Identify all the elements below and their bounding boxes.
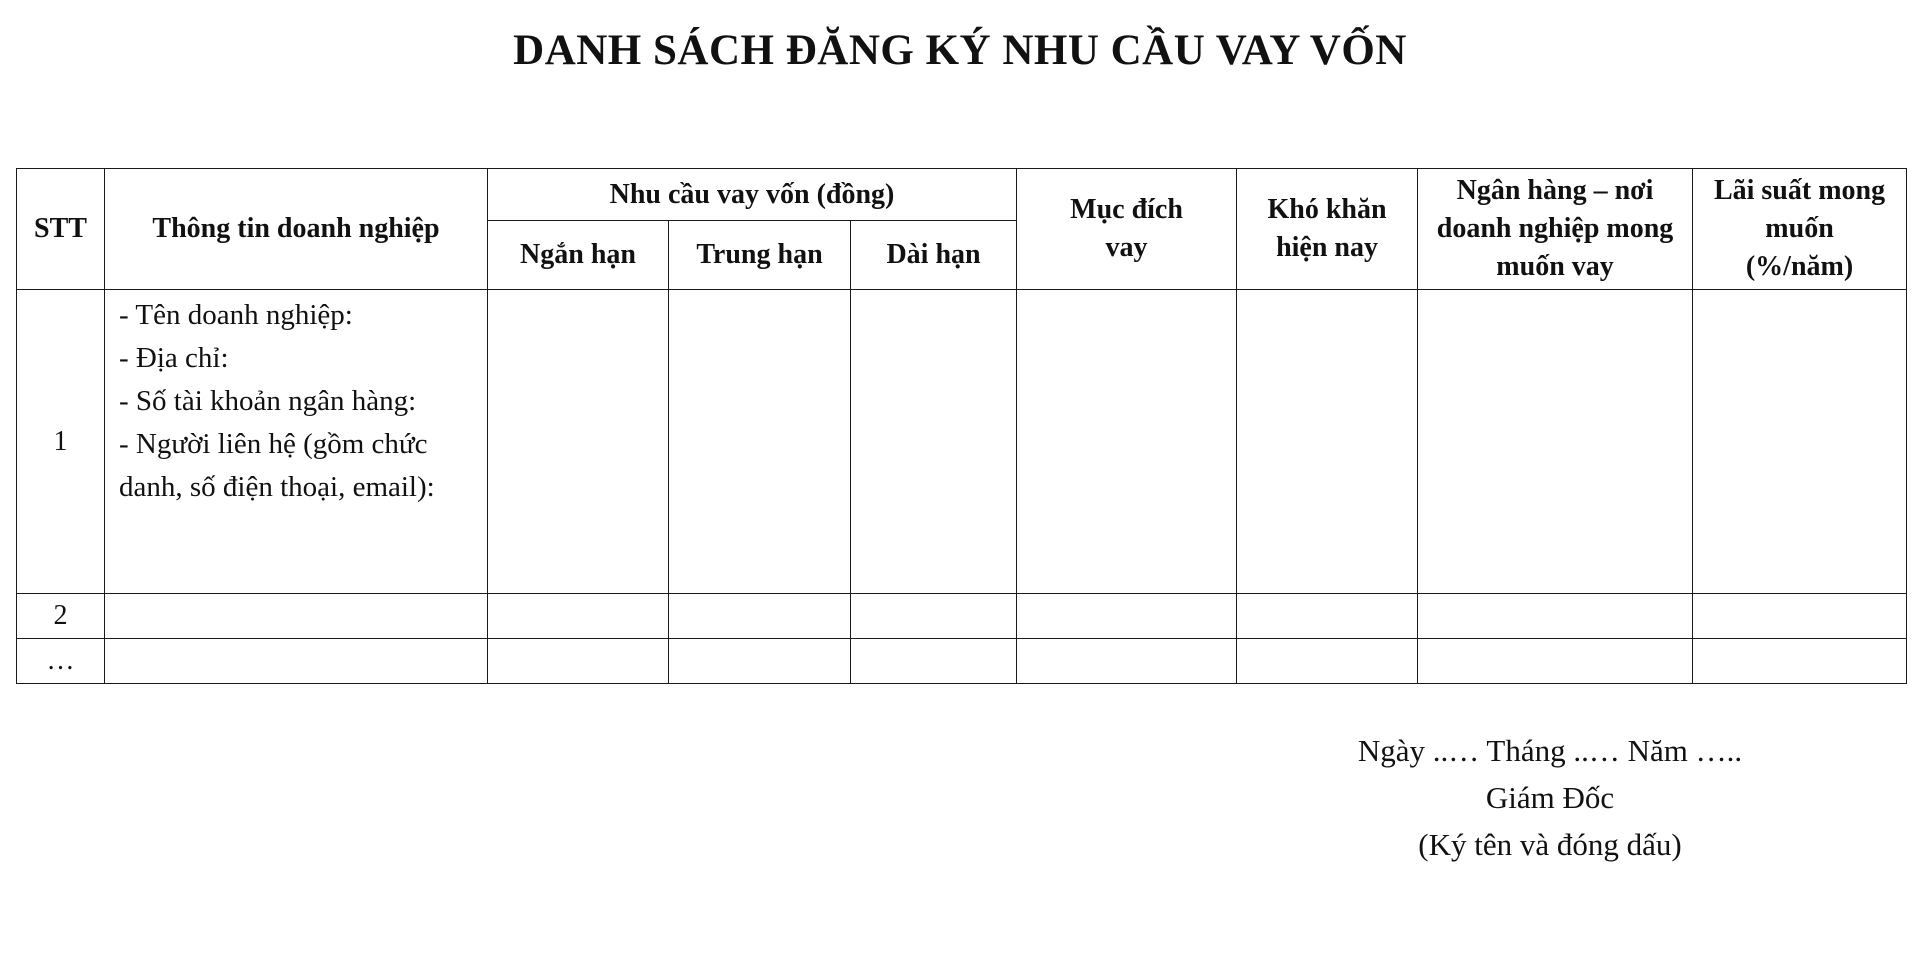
row-stt: 1 [17, 290, 105, 594]
header-loan-need: Nhu cầu vay vốn (đồng) [488, 169, 1017, 221]
loan-registration-table [16, 168, 1907, 684]
short-term-cell [488, 290, 669, 594]
medium-term-cell [669, 594, 851, 639]
header-interest-rate: Lãi suất mong muốn (%/năm) [1693, 169, 1907, 290]
medium-term-cell [669, 290, 851, 594]
interest-rate-cell [1693, 639, 1907, 684]
header-row-top [17, 169, 1907, 221]
company-info-cell [105, 594, 488, 639]
header-short-term: Ngắn hạn [488, 221, 669, 290]
short-term-cell [488, 639, 669, 684]
medium-term-cell [669, 639, 851, 684]
purpose-cell [1017, 594, 1237, 639]
row-stt: … [17, 639, 105, 684]
difficulties-cell [1237, 290, 1418, 594]
company-name-label: - Tên doanh nghiệp: [119, 299, 353, 331]
long-term-cell [851, 639, 1017, 684]
difficulties-cell [1237, 594, 1418, 639]
date-line: Ngày ..… Tháng ..… Năm ….. [1357, 733, 1743, 768]
company-info-cell [105, 639, 488, 684]
contact-person-label: - Người liên hệ (gồm chức danh, số điện thoại, email): [119, 428, 435, 503]
director-title: Giám Đốc [1485, 780, 1615, 815]
table-row [17, 290, 1907, 594]
purpose-cell [1017, 639, 1237, 684]
header-difficulties: Khó khăn hiện nay [1237, 169, 1418, 290]
interest-rate-cell [1693, 594, 1907, 639]
header-bank: Ngân hàng – nơi doanh nghiệp mong muốn vay [1418, 169, 1693, 290]
bank-cell [1418, 639, 1693, 684]
short-term-cell [488, 594, 669, 639]
header-company-info: Thông tin doanh nghiệp [105, 169, 488, 290]
bank-cell [1418, 594, 1693, 639]
bank-account-label: - Số tài khoản ngân hàng: [119, 385, 417, 417]
header-purpose: Mục đích vay [1017, 169, 1237, 290]
table-row [17, 594, 1907, 639]
company-info-cell [105, 290, 488, 594]
table-row [17, 639, 1907, 684]
interest-rate-cell [1693, 290, 1907, 594]
difficulties-cell [1237, 639, 1418, 684]
long-term-cell [851, 290, 1017, 594]
purpose-cell [1017, 290, 1237, 594]
row-stt: 2 [17, 594, 105, 639]
long-term-cell [851, 594, 1017, 639]
header-stt: STT [17, 169, 105, 290]
header-medium-term: Trung hạn [669, 221, 851, 290]
bank-cell [1418, 290, 1693, 594]
header-long-term: Dài hạn [851, 221, 1017, 290]
document-title: DANH SÁCH ĐĂNG KÝ NHU CẦU VAY VỐN [513, 27, 1407, 74]
address-label: - Địa chỉ: [119, 342, 229, 374]
signature-block [1230, 727, 1870, 868]
signature-note: (Ký tên và đóng dấu) [1418, 827, 1682, 862]
